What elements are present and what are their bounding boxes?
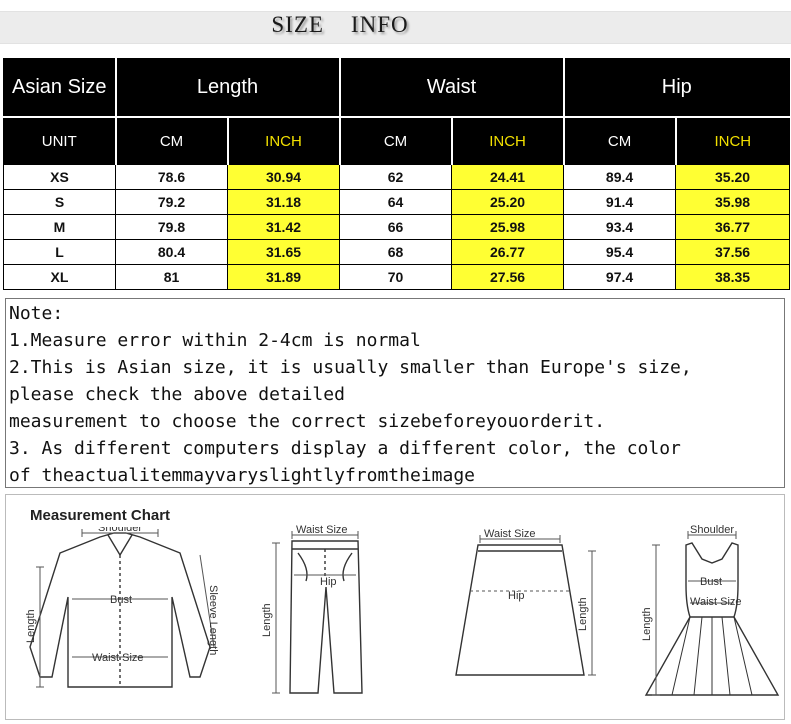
shirt-length-label: Length — [25, 609, 37, 643]
hip-cm-cell: 97.4 — [564, 265, 676, 290]
dress-bust-label: Bust — [700, 576, 723, 588]
shirt-sleeve-label: Sleeve Length — [207, 585, 219, 656]
unit-length-cm: CM — [116, 117, 228, 165]
hip-cm-cell: 91.4 — [564, 190, 676, 215]
size-cell: S — [4, 190, 116, 215]
waist-inch-cell: 27.56 — [452, 265, 564, 290]
size-cell: M — [4, 215, 116, 240]
table-header-row — [4, 59, 790, 118]
length-cm-cell: 78.6 — [116, 165, 228, 190]
waist-cm-cell: 64 — [340, 190, 452, 215]
note-line: 1.Measure error within 2-4cm is normal — [9, 330, 421, 351]
pants-length-label: Length — [261, 603, 273, 637]
length-inch-cell: 31.42 — [228, 215, 340, 240]
table-row — [4, 190, 790, 215]
chart-title: Measurement Chart — [30, 507, 171, 524]
size-table — [3, 58, 790, 290]
note-line: 2.This is Asian size, it is usually smaller than Europe's size, — [9, 357, 692, 378]
skirt-length-label: Length — [577, 597, 589, 631]
size-cell: XS — [4, 165, 116, 190]
waist-cm-cell: 62 — [340, 165, 452, 190]
table-unit-row — [4, 117, 790, 165]
title-banner — [0, 0, 791, 54]
length-cm-cell: 79.8 — [116, 215, 228, 240]
pants-hip-label: Hip — [320, 576, 337, 588]
waist-inch-cell: 25.20 — [452, 190, 564, 215]
hip-cm-cell: 95.4 — [564, 240, 676, 265]
waist-inch-cell: 25.98 — [452, 215, 564, 240]
hip-inch-cell: 35.98 — [676, 190, 790, 215]
dress-shoulder-label: Shoulder — [690, 525, 735, 536]
note-line: please check the above detailed — [9, 384, 345, 405]
hip-inch-cell: 38.35 — [676, 265, 790, 290]
header-asian-size: Asian Size — [4, 59, 116, 118]
length-cm-cell: 80.4 — [116, 240, 228, 265]
shirt-bust-label: Bust — [110, 594, 133, 606]
hip-cm-cell: 89.4 — [564, 165, 676, 190]
waist-cm-cell: 70 — [340, 265, 452, 290]
pants-diagram — [250, 525, 375, 717]
measurement-chart — [5, 494, 785, 720]
dress-waist-label: Waist Size — [690, 596, 742, 608]
waist-cm-cell: 66 — [340, 215, 452, 240]
skirt-diagram — [446, 525, 606, 695]
length-cm-cell: 81 — [116, 265, 228, 290]
unit-waist-cm: CM — [340, 117, 452, 165]
header-waist: Waist — [340, 59, 564, 118]
unit-hip-inch: INCH — [676, 117, 790, 165]
unit-length-inch: INCH — [228, 117, 340, 165]
size-cell: XL — [4, 265, 116, 290]
dress-length-label: Length — [642, 607, 653, 641]
shirt-diagram — [12, 527, 227, 717]
waist-inch-cell: 26.77 — [452, 240, 564, 265]
note-line: of theactualitemmayvaryslightlyfromtheimage — [9, 465, 475, 486]
hip-inch-cell: 37.56 — [676, 240, 790, 265]
hip-cm-cell: 93.4 — [564, 215, 676, 240]
hip-inch-cell: 36.77 — [676, 215, 790, 240]
length-inch-cell: 31.65 — [228, 240, 340, 265]
length-inch-cell: 31.18 — [228, 190, 340, 215]
waist-inch-cell: 24.41 — [452, 165, 564, 190]
length-inch-cell: 30.94 — [228, 165, 340, 190]
note-heading: Note: — [9, 303, 64, 324]
shirt-shoulder-label: Shoulder — [98, 527, 143, 534]
shirt-waist-label: Waist Size — [92, 652, 144, 664]
table-row — [4, 165, 790, 190]
hip-inch-cell: 35.20 — [676, 165, 790, 190]
note-line: measurement to choose the correct sizebeforeyouorderit. — [9, 411, 606, 432]
waist-cm-cell: 68 — [340, 240, 452, 265]
unit-hip-cm: CM — [564, 117, 676, 165]
unit-label: UNIT — [4, 117, 116, 165]
note-line: 3. As different computers display a different color, the color — [9, 438, 681, 459]
table-row — [4, 265, 790, 290]
header-hip: Hip — [564, 59, 790, 118]
header-length: Length — [116, 59, 340, 118]
size-cell: L — [4, 240, 116, 265]
length-cm-cell: 79.2 — [116, 190, 228, 215]
pants-waist-label: Waist Size — [296, 525, 348, 536]
table-row — [4, 240, 790, 265]
skirt-waist-label: Waist Size — [484, 528, 536, 540]
unit-waist-inch: INCH — [452, 117, 564, 165]
dress-diagram — [642, 525, 782, 717]
notes-box — [5, 298, 785, 488]
table-row — [4, 215, 790, 240]
skirt-hip-label: Hip — [508, 590, 525, 602]
banner-title: SIZE INFO — [271, 12, 409, 37]
length-inch-cell: 31.89 — [228, 265, 340, 290]
